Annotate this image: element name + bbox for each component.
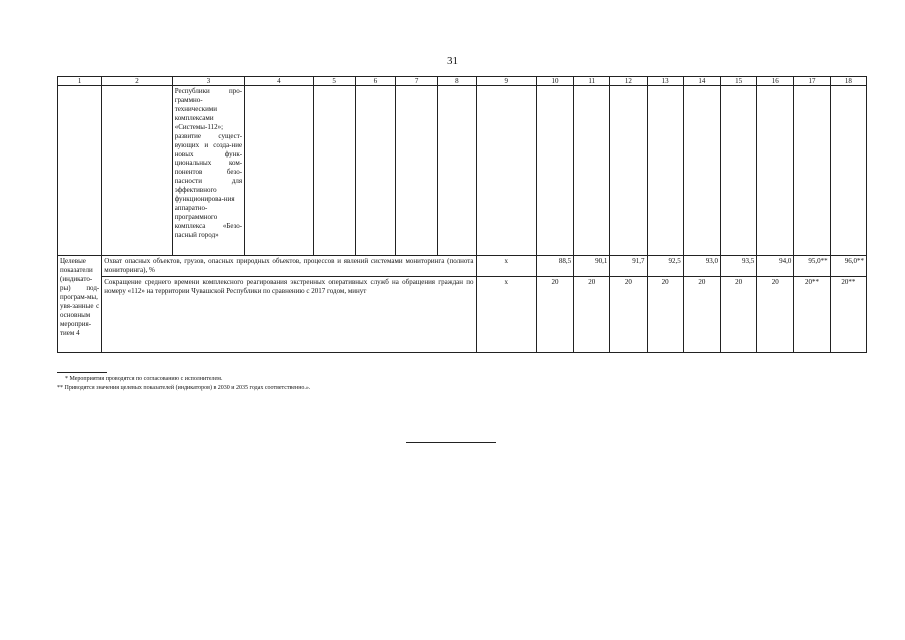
- indicator-value: 93,5: [720, 256, 756, 277]
- empty-cell: [757, 86, 794, 256]
- footnote: ** Приводятся значения целевых показателей (индикаторов) в 2030 и 2035 годах соответственно.».: [57, 385, 311, 391]
- footnote-divider: [57, 372, 107, 373]
- indicator-value: 88,5: [536, 256, 573, 277]
- header-cell: 11: [574, 77, 610, 86]
- indicator-value: 20**: [830, 277, 866, 353]
- indicator-value: 90,1: [574, 256, 610, 277]
- empty-cell: [355, 86, 395, 256]
- header-cell: 2: [102, 77, 172, 86]
- table-row: [58, 86, 867, 256]
- footnotes: [57, 372, 557, 393]
- header-cell: 18: [830, 77, 866, 86]
- indicator-value: 20: [574, 277, 610, 353]
- indicator-description: Сокращение среднего времени комплексного реагирования экстренных оперативных служб на обращения граждан по номеру «112» на территории Чувашской Республики по сравнению с 2017 годом, минут: [102, 277, 476, 353]
- indicator-value: 20: [683, 277, 720, 353]
- header-cell: 13: [647, 77, 683, 86]
- header-cell: 5: [313, 77, 355, 86]
- empty-cell: [720, 86, 756, 256]
- header-cell: 4: [245, 77, 313, 86]
- indicator-value: 93,0: [683, 256, 720, 277]
- empty-cell: [647, 86, 683, 256]
- header-cell: 12: [610, 77, 647, 86]
- table-row: [58, 277, 867, 353]
- end-divider: [406, 442, 496, 443]
- indicator-col9: x: [476, 256, 536, 277]
- indicator-value: 96,0**: [830, 256, 866, 277]
- table-header-row: [58, 77, 867, 86]
- table-row: [58, 256, 867, 277]
- header-cell: 10: [536, 77, 573, 86]
- empty-cell: [610, 86, 647, 256]
- program-table: [57, 76, 867, 353]
- empty-cell: [830, 86, 866, 256]
- empty-cell: [313, 86, 355, 256]
- empty-cell: [794, 86, 830, 256]
- header-cell: 15: [720, 77, 756, 86]
- empty-cell: [536, 86, 573, 256]
- indicator-col9: x: [476, 277, 536, 353]
- empty-cell: [396, 86, 438, 256]
- indicator-value: 91,7: [610, 256, 647, 277]
- empty-cell: [438, 86, 476, 256]
- empty-cell: [102, 86, 172, 256]
- indicator-value: 20: [610, 277, 647, 353]
- header-cell: 16: [757, 77, 794, 86]
- indicator-value: 20**: [794, 277, 830, 353]
- page-number: 31: [447, 55, 458, 67]
- footnote: * Мероприятия проводятся по согласованию с исполнителем.: [65, 376, 223, 382]
- indicator-value: 20: [720, 277, 756, 353]
- header-cell: 17: [794, 77, 830, 86]
- header-cell: 7: [396, 77, 438, 86]
- header-cell: 8: [438, 77, 476, 86]
- activity-description-cell: Республики про-граммно-техническими комплексами «Системы-112»; развитие сущест-вующих и созда-ние новых функ-циональных ком-понентов безо-пасности для эффективного функционирова-ния аппаратно-программного комплекса «Безо-пасный город»: [172, 86, 244, 256]
- indicator-value: 20: [647, 277, 683, 353]
- indicator-value: 95,0**: [794, 256, 830, 277]
- indicator-value: 20: [536, 277, 573, 353]
- header-cell: 3: [172, 77, 244, 86]
- empty-cell: [574, 86, 610, 256]
- indicator-value: 94,0: [757, 256, 794, 277]
- empty-cell: [58, 86, 102, 256]
- header-cell: 14: [683, 77, 720, 86]
- indicator-value: 20: [757, 277, 794, 353]
- header-cell: 6: [355, 77, 395, 86]
- empty-cell: [683, 86, 720, 256]
- empty-cell: [245, 86, 313, 256]
- header-cell: 1: [58, 77, 102, 86]
- indicator-description: Охват опасных объектов, грузов, опасных природных объектов, процессов и явлений системами мониторинга (полнота мониторинга), %: [102, 256, 476, 277]
- indicator-value: 92,5: [647, 256, 683, 277]
- indicators-label-cell: Целевые показатели (индикато-ры) под-програм-мы, увя-занные с основным мероприя-тием 4: [58, 256, 102, 353]
- empty-cell: [476, 86, 536, 256]
- header-cell: 9: [476, 77, 536, 86]
